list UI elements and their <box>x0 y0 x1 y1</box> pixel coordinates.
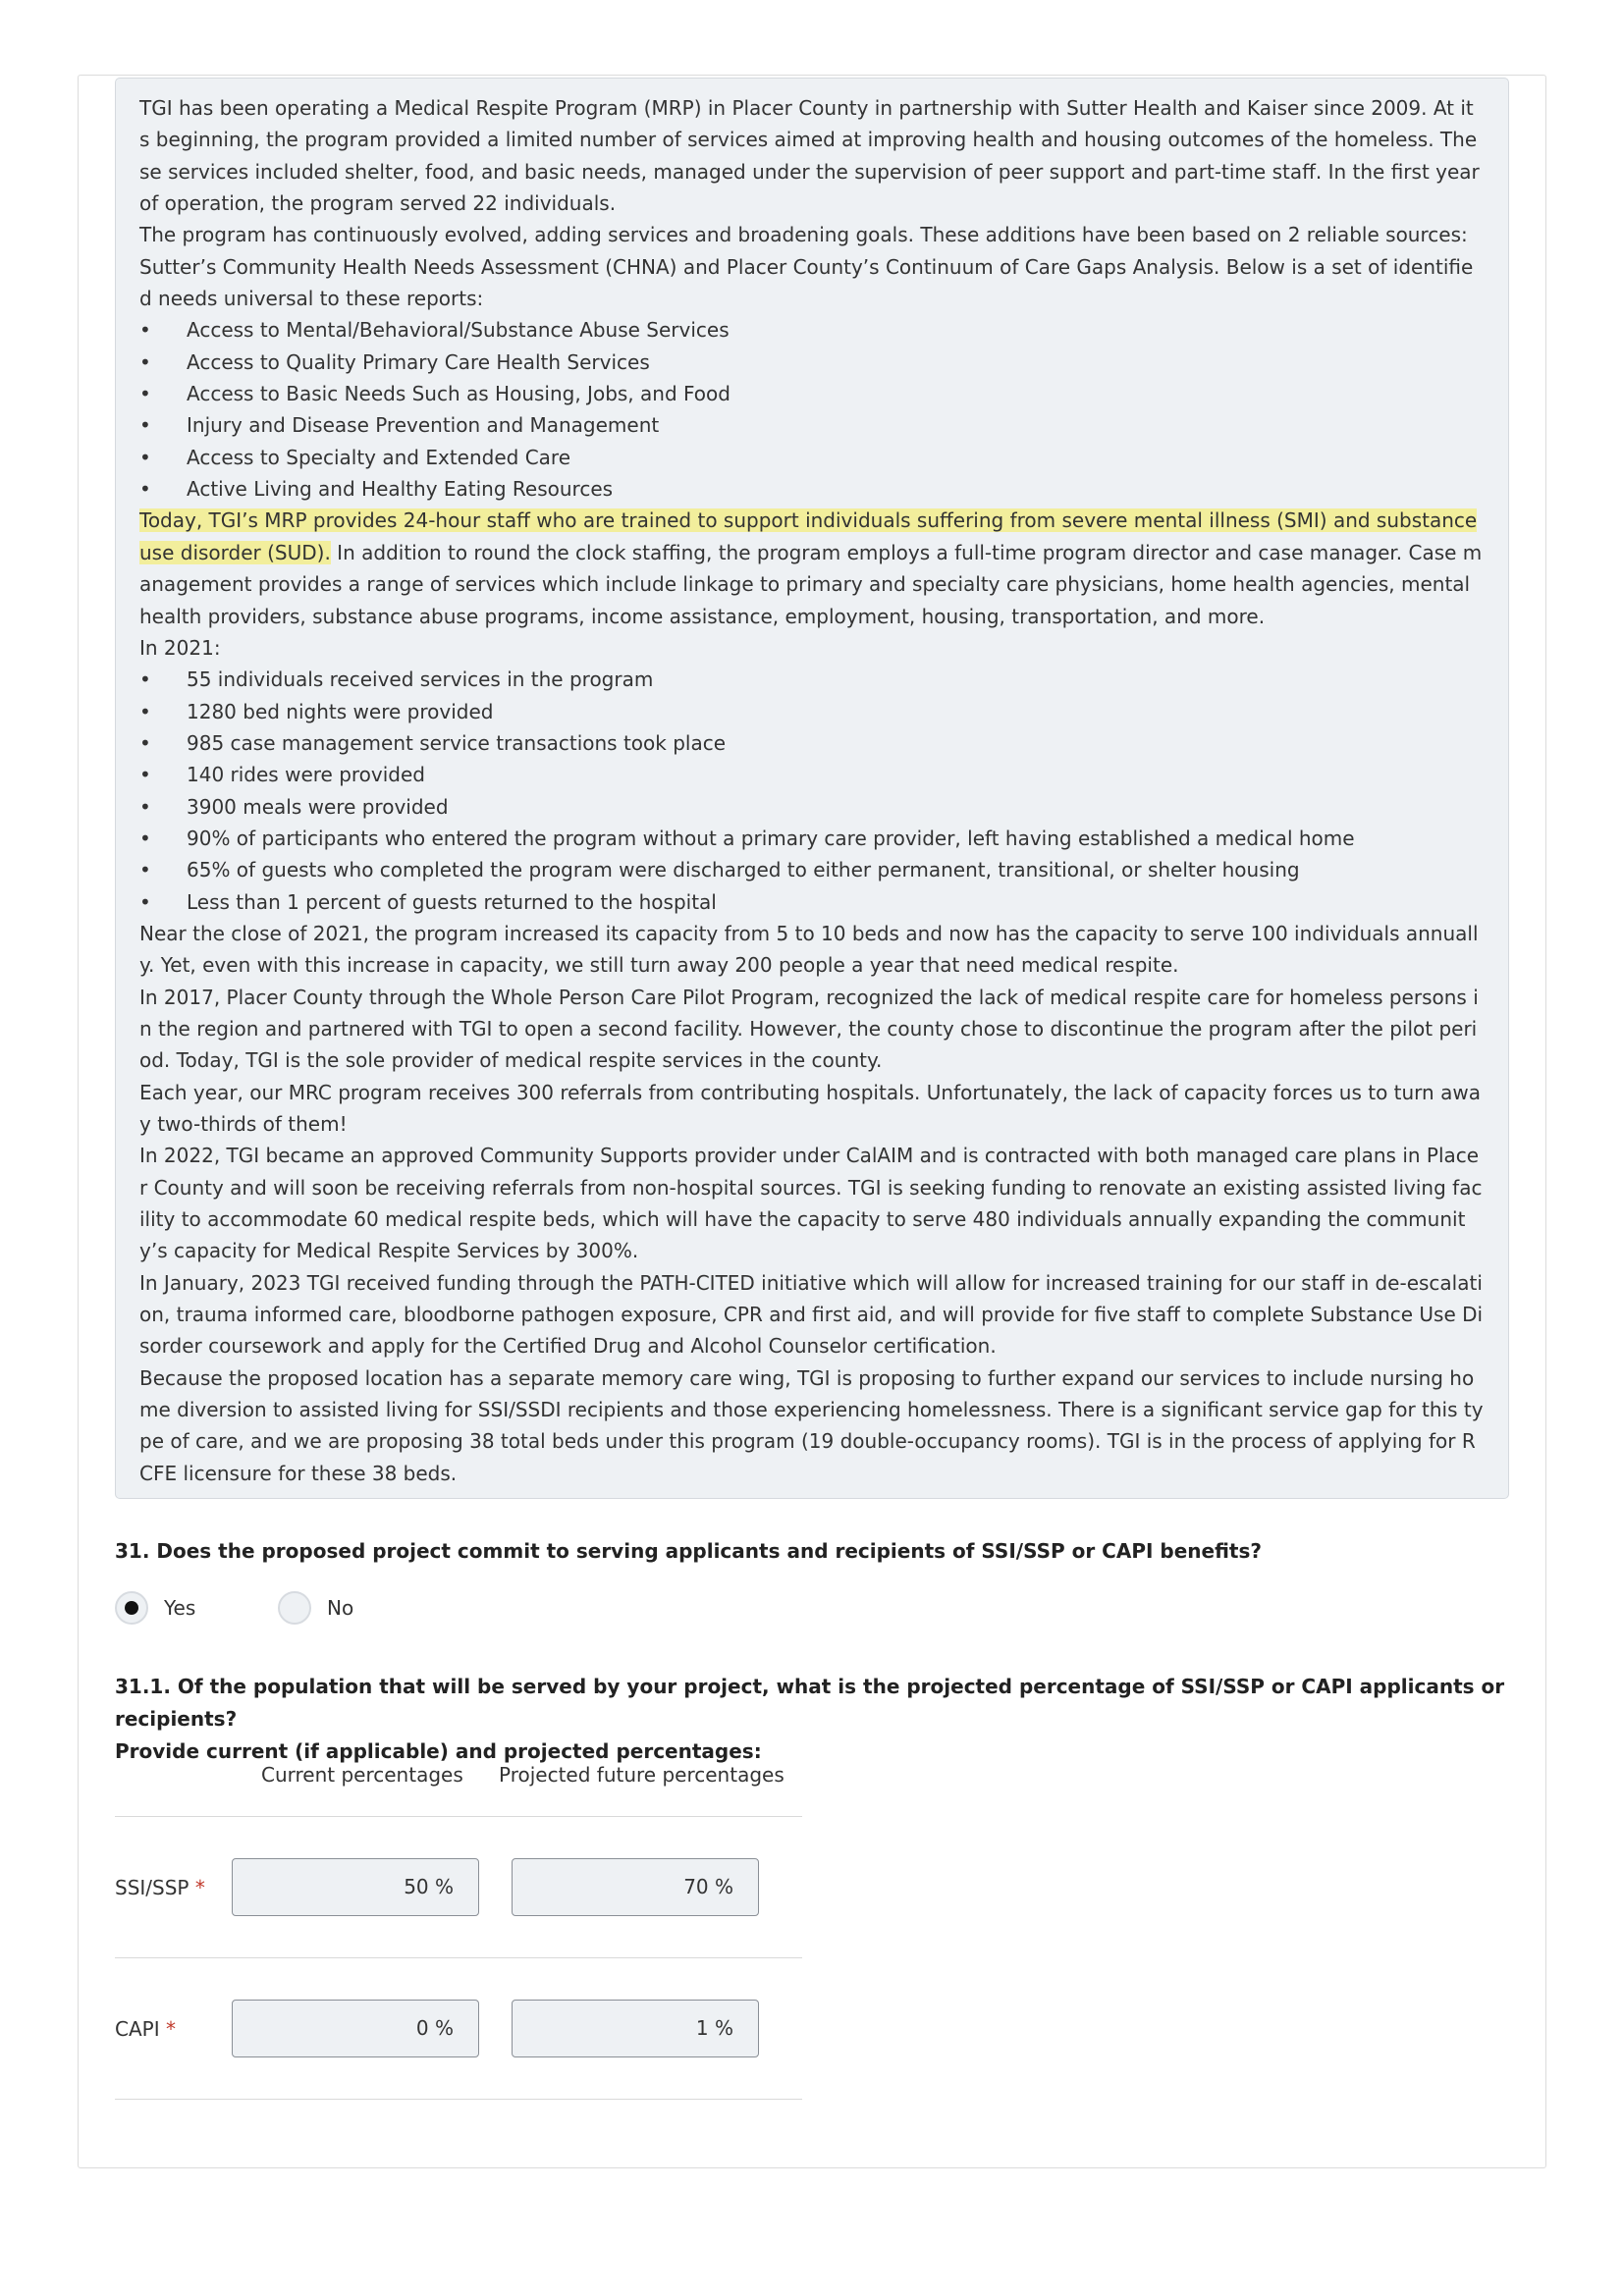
stats-list-item: • 65% of guests who completed the program were discharged to either permanent, transitional, or shelter housing <box>139 858 1300 882</box>
radio-unselected-icon[interactable] <box>278 1591 311 1625</box>
radio-yes-label: Yes <box>164 1596 196 1620</box>
row-label-ssi-ssp: SSI/SSP * <box>115 1876 205 1899</box>
row-divider <box>115 1816 802 1817</box>
stats-list-item: • 55 individuals received services in the program <box>139 667 654 692</box>
stats-list-item: • 985 case management service transactions took place <box>139 730 727 755</box>
question-31-label: 31. Does the proposed project commit to serving applicants and recipients of SSI/SSP or CAPI benefits? <box>115 1539 1262 1563</box>
highlighted-text: Today, TGI’s MRP provides 24-hour staff who are trained to support individuals suffering from severe mental illness (SMI) and substance use disorder (SUD). <box>139 508 1478 564</box>
narrative-paragraph: The program has continuously evolved, adding services and broadening goals. These additions have been based on 2 reliable sources: Sutter’s Community Health Needs Assessment (CHNA) and Placer County’s Continuum of Care Gaps Analysis. Below is a set of identified needs universal to these reports: <box>139 223 1474 311</box>
stats-list-item: • 3900 meals were provided <box>139 794 449 819</box>
radio-selected-icon[interactable] <box>115 1591 148 1625</box>
narrative-paragraph: In 2021: <box>139 635 221 660</box>
radio-no[interactable] <box>278 1588 353 1628</box>
stats-list-item: • Less than 1 percent of guests returned to the hospital <box>139 889 717 914</box>
stats-list-item: • 1280 bed nights were provided <box>139 699 494 723</box>
stats-list-item: • 90% of participants who entered the program without a primary care provider, left having established a medical home <box>139 826 1355 850</box>
needs-list-item: • Access to Quality Primary Care Health Services <box>139 349 650 374</box>
needs-list-item: • Access to Mental/Behavioral/Substance Abuse Services <box>139 318 730 343</box>
stats-list-item: • 140 rides were provided <box>139 763 425 787</box>
ssi-ssp-current-input[interactable]: 50 % <box>232 1858 479 1916</box>
capi-projected-input[interactable]: 1 % <box>512 2000 759 2057</box>
needs-list-item: • Access to Basic Needs Such as Housing, Jobs, and Food <box>139 382 730 406</box>
radio-yes[interactable] <box>115 1588 195 1628</box>
question-31-1-label: 31.1. Of the population that will be served by your project, what is the projected percentage of SSI/SSP or CAPI applicants or recipients? Provide current (if applicable) and projected percentages: <box>115 1675 1505 1763</box>
narrative-paragraph: In 2022, TGI became an approved Community Supports provider under CalAIM and is contracted with both managed care plans in Placer County and will soon be receiving referrals from non-hospital sources. TGI is seeking funding to renovate an existing assisted living facility to accommodate 60 medical respite beds, which will have the capacity to serve 480 individuals annually expanding the community’s capacity for Medical Respite Services by 300%. <box>139 1144 1483 1263</box>
needs-list-item: • Active Living and Healthy Eating Resources <box>139 477 614 502</box>
program-narrative-textarea[interactable] <box>115 78 1509 1499</box>
narrative-paragraph: In January, 2023 TGI received funding through the PATH-CITED initiative which will allow for increased training for our staff in de-escalation, trauma informed care, bloodborne pathogen exposure, CPR and first aid, and will provide for five staff to complete Substance Use Disorder coursework and apply for the Certified Drug and Alcohol Counselor certification. <box>139 1270 1484 1359</box>
needs-list-item: • Access to Specialty and Extended Care <box>139 445 570 469</box>
narrative-paragraph: TGI has been operating a Medical Respite Program (MRP) in Placer County in partnership with Sutter Health and Kaiser since 2009. At its beginning, the program provided a limited number of services aimed at improving health and housing outcomes of the homeless. These services included shelter, food, and basic needs, managed under the supervision of peer support and part-time staff. In the first year of operation, the program served 22 individuals. <box>139 96 1480 216</box>
row-label-capi: CAPI * <box>115 2017 176 2041</box>
narrative-paragraph: Near the close of 2021, the program increased its capacity from 5 to 10 beds and now has the capacity to serve 100 individuals annually. Yet, even with this increase in capacity, we still turn away 200 people a year that need medical respite. <box>139 921 1479 978</box>
row-divider <box>115 1957 802 1958</box>
ssi-ssp-projected-input[interactable]: 70 % <box>512 1858 759 1916</box>
narrative-paragraph: Today, TGI’s MRP provides 24-hour staff who are trained to support individuals suffering from severe mental illness (SMI) and substance use disorder (SUD). In addition to round the clock staffing, the program employs a full-time program director and case manager. Case management provides a range of services which include linkage to primary and specialty care physicians, home health agencies, mental health providers, substance abuse programs, income assistance, employment, housing, transportation, and more. <box>139 508 1483 628</box>
column-header-projected: Projected future percentages <box>499 1763 784 1787</box>
narrative-paragraph: In 2017, Placer County through the Whole Person Care Pilot Program, recognized the lack of medical respite care for homeless persons in the region and partnered with TGI to open a second facility. However, the county chose to discontinue the program after the pilot period. Today, TGI is the sole provider of medical respite services in the county. <box>139 985 1479 1073</box>
row-divider <box>115 2099 802 2100</box>
radio-no-label: No <box>327 1596 354 1620</box>
ssi-commit-radio-group <box>115 1588 409 1628</box>
narrative-paragraph: Because the proposed location has a separate memory care wing, TGI is proposing to further expand our services to include nursing home diversion to assisted living for SSI/SSDI recipients and those experiencing homelessness. There is a significant service gap for this type of care, and we are proposing 38 total beds under this program (19 double-occupancy rooms). TGI is in the process of applying for RCFE licensure for these 38 beds. <box>139 1365 1484 1485</box>
narrative-paragraph: Each year, our MRC program receives 300 referrals from contributing hospitals. Unfortunately, the lack of capacity forces us to turn away two-thirds of them! <box>139 1080 1481 1136</box>
column-header-current: Current percentages <box>261 1763 463 1787</box>
capi-current-input[interactable]: 0 % <box>232 2000 479 2057</box>
needs-list-item: • Injury and Disease Prevention and Management <box>139 413 660 438</box>
